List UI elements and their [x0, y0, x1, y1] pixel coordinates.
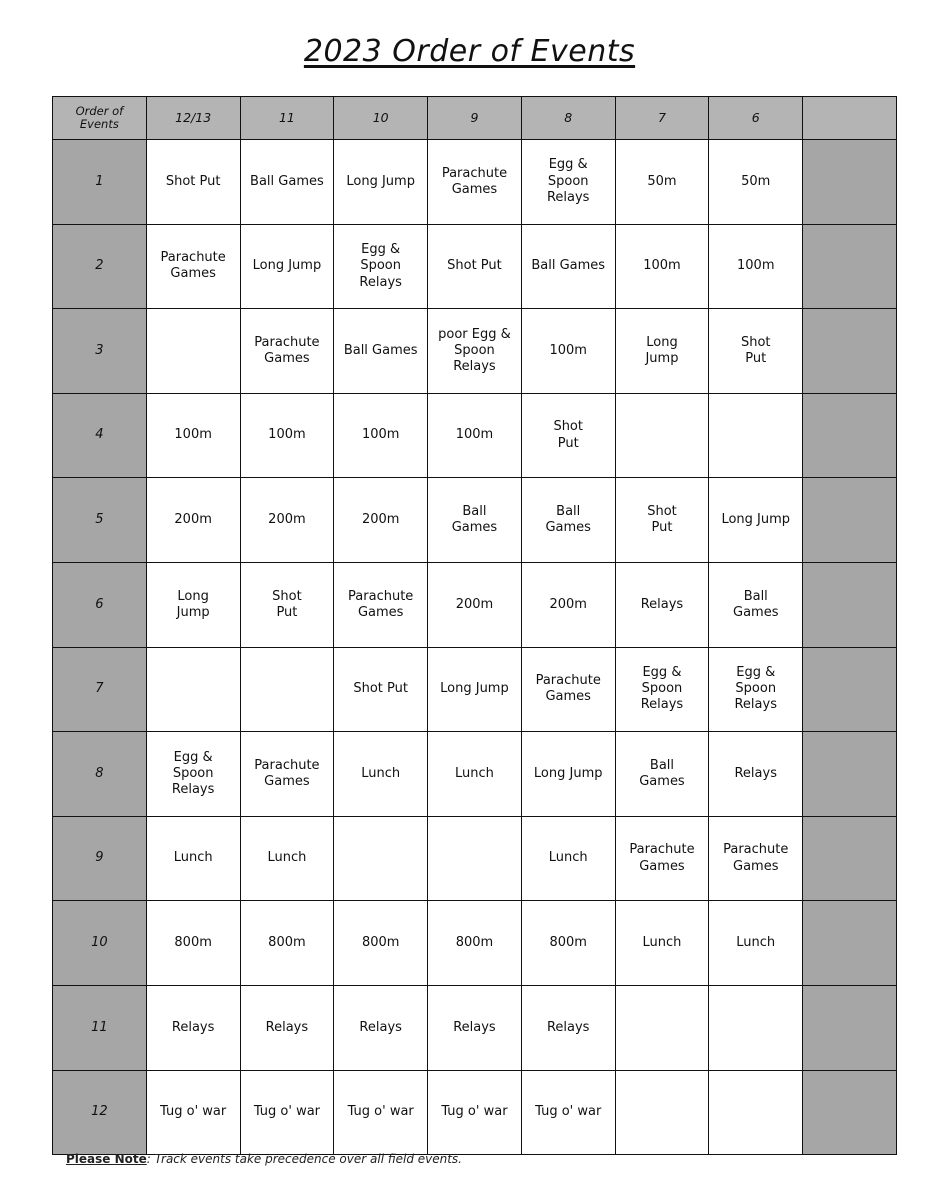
event-cell: Shot Put: [240, 562, 334, 647]
event-cell: 100m: [709, 224, 803, 309]
event-cell: poor Egg & Spoon Relays: [428, 309, 522, 394]
footer-note: [66, 1152, 462, 1166]
event-cell: 200m: [521, 562, 615, 647]
event-cell: Lunch: [615, 901, 709, 986]
empty-gray-cell: [803, 985, 897, 1070]
event-cell: Lunch: [334, 732, 428, 817]
event-cell: Parachute Games: [240, 732, 334, 817]
table-row: [53, 1070, 897, 1155]
event-cell: [709, 393, 803, 478]
event-cell: 200m: [334, 478, 428, 563]
event-cell: Lunch: [146, 816, 240, 901]
empty-gray-cell: [803, 224, 897, 309]
column-header: 8: [521, 97, 615, 140]
event-cell: 200m: [240, 478, 334, 563]
event-cell: Long Jump: [521, 732, 615, 817]
note-text: : Track events take precedence over all field events.: [146, 1152, 462, 1166]
event-cell: [615, 985, 709, 1070]
event-cell: Lunch: [521, 816, 615, 901]
table-body: [53, 140, 897, 1155]
table-row: [53, 562, 897, 647]
table-row: [53, 816, 897, 901]
event-cell: Relays: [615, 562, 709, 647]
event-cell: Long Jump: [709, 478, 803, 563]
event-cell: Shot Put: [146, 140, 240, 225]
column-header: 6: [709, 97, 803, 140]
event-cell: Egg & Spoon Relays: [521, 140, 615, 225]
column-header: 12/13: [146, 97, 240, 140]
corner-header: Order of Events: [53, 97, 147, 140]
event-cell: Ball Games: [240, 140, 334, 225]
empty-gray-cell: [803, 1070, 897, 1155]
table-row: [53, 140, 897, 225]
empty-gray-cell: [803, 140, 897, 225]
empty-gray-cell: [803, 647, 897, 732]
note-label: Please Note: [66, 1152, 147, 1166]
table-row: [53, 478, 897, 563]
empty-gray-cell: [803, 309, 897, 394]
row-order-number: 10: [53, 901, 147, 986]
event-cell: Tug o' war: [334, 1070, 428, 1155]
event-cell: Tug o' war: [240, 1070, 334, 1155]
event-cell: Ball Games: [709, 562, 803, 647]
event-cell: [146, 309, 240, 394]
row-order-number: 7: [53, 647, 147, 732]
page-title: 2023 Order of Events: [303, 34, 636, 69]
event-cell: Parachute Games: [709, 816, 803, 901]
column-header-blank: [803, 97, 897, 140]
row-order-number: 11: [53, 985, 147, 1070]
event-cell: Lunch: [240, 816, 334, 901]
event-cell: Shot Put: [521, 393, 615, 478]
event-cell: Long Jump: [334, 140, 428, 225]
table-row: [53, 985, 897, 1070]
event-cell: Relays: [428, 985, 522, 1070]
event-cell: Long Jump: [615, 309, 709, 394]
table-row: [53, 732, 897, 817]
event-cell: Egg & Spoon Relays: [334, 224, 428, 309]
row-order-number: 8: [53, 732, 147, 817]
event-cell: Ball Games: [521, 478, 615, 563]
event-cell: 800m: [521, 901, 615, 986]
row-order-number: 2: [53, 224, 147, 309]
event-cell: Parachute Games: [334, 562, 428, 647]
row-order-number: 3: [53, 309, 147, 394]
event-cell: 200m: [428, 562, 522, 647]
event-cell: 50m: [709, 140, 803, 225]
row-order-number: 4: [53, 393, 147, 478]
event-cell: [615, 1070, 709, 1155]
empty-gray-cell: [803, 901, 897, 986]
column-header: 7: [615, 97, 709, 140]
table-row: [53, 224, 897, 309]
row-order-number: 5: [53, 478, 147, 563]
table-row: [53, 393, 897, 478]
event-cell: Shot Put: [428, 224, 522, 309]
event-cell: Parachute Games: [428, 140, 522, 225]
event-cell: Lunch: [428, 732, 522, 817]
empty-gray-cell: [803, 816, 897, 901]
event-cell: 800m: [146, 901, 240, 986]
empty-gray-cell: [803, 393, 897, 478]
row-order-number: 6: [53, 562, 147, 647]
event-cell: Ball Games: [521, 224, 615, 309]
table-row: [53, 309, 897, 394]
event-cell: Shot Put: [709, 309, 803, 394]
event-cell: 200m: [146, 478, 240, 563]
event-cell: Relays: [709, 732, 803, 817]
table-row: [53, 647, 897, 732]
event-cell: Parachute Games: [146, 224, 240, 309]
row-order-number: 12: [53, 1070, 147, 1155]
event-cell: Egg & Spoon Relays: [615, 647, 709, 732]
event-cell: 800m: [334, 901, 428, 986]
event-cell: 100m: [240, 393, 334, 478]
event-cell: Shot Put: [615, 478, 709, 563]
event-cell: 800m: [240, 901, 334, 986]
event-cell: 50m: [615, 140, 709, 225]
empty-gray-cell: [803, 562, 897, 647]
event-cell: Relays: [146, 985, 240, 1070]
event-cell: [334, 816, 428, 901]
column-header: 10: [334, 97, 428, 140]
event-cell: Parachute Games: [521, 647, 615, 732]
event-cell: Shot Put: [334, 647, 428, 732]
event-cell: Ball Games: [615, 732, 709, 817]
event-cell: [240, 647, 334, 732]
event-cell: [428, 816, 522, 901]
empty-gray-cell: [803, 732, 897, 817]
event-cell: Ball Games: [334, 309, 428, 394]
event-cell: 100m: [334, 393, 428, 478]
row-order-number: 1: [53, 140, 147, 225]
event-cell: Parachute Games: [240, 309, 334, 394]
column-header: 9: [428, 97, 522, 140]
event-cell: 100m: [428, 393, 522, 478]
event-cell: Parachute Games: [615, 816, 709, 901]
event-cell: 800m: [428, 901, 522, 986]
event-cell: [709, 985, 803, 1070]
event-cell: Tug o' war: [428, 1070, 522, 1155]
event-cell: 100m: [146, 393, 240, 478]
event-cell: Relays: [240, 985, 334, 1070]
header-row: [53, 97, 897, 140]
order-of-events-table: [52, 96, 897, 1155]
event-cell: [146, 647, 240, 732]
event-cell: Egg & Spoon Relays: [709, 647, 803, 732]
event-cell: Ball Games: [428, 478, 522, 563]
event-cell: Tug o' war: [146, 1070, 240, 1155]
event-cell: 100m: [615, 224, 709, 309]
event-cell: Long Jump: [428, 647, 522, 732]
event-cell: Egg & Spoon Relays: [146, 732, 240, 817]
event-cell: 100m: [521, 309, 615, 394]
event-cell: [709, 1070, 803, 1155]
row-order-number: 9: [53, 816, 147, 901]
event-cell: Lunch: [709, 901, 803, 986]
event-cell: Long Jump: [240, 224, 334, 309]
event-cell: Relays: [521, 985, 615, 1070]
event-cell: Long Jump: [146, 562, 240, 647]
column-header: 11: [240, 97, 334, 140]
event-cell: Relays: [334, 985, 428, 1070]
table-row: [53, 901, 897, 986]
event-cell: Tug o' war: [521, 1070, 615, 1155]
event-cell: [615, 393, 709, 478]
empty-gray-cell: [803, 478, 897, 563]
